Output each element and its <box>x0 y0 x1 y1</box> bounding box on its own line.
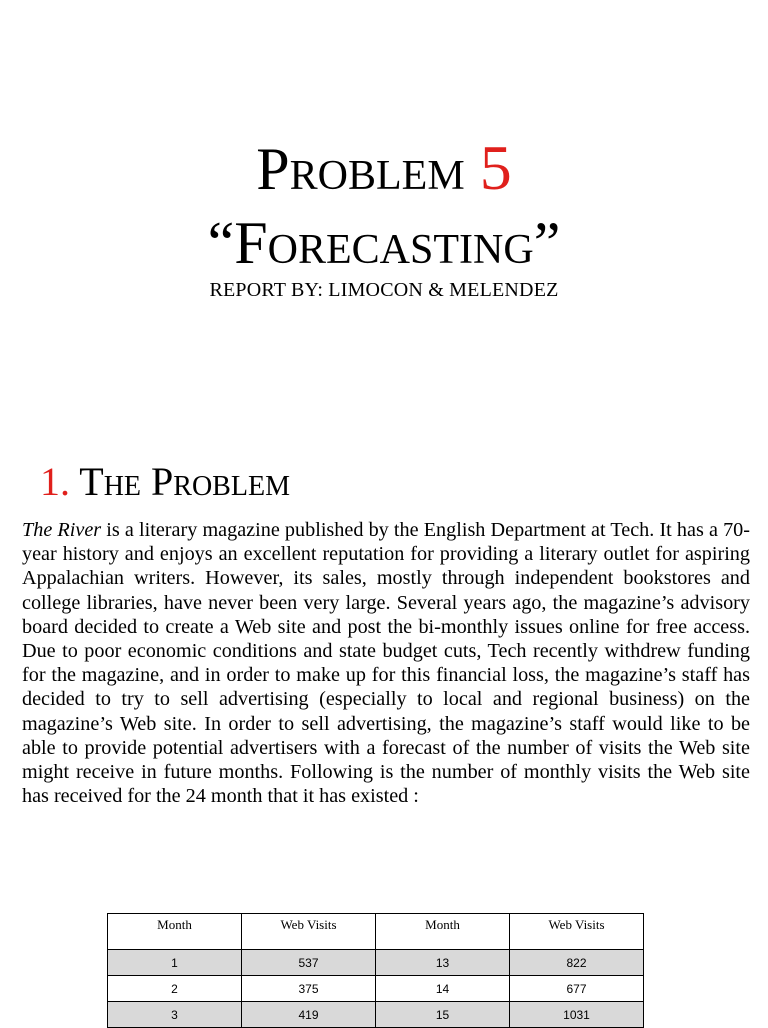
table-cell: 1 <box>108 950 242 976</box>
title-block <box>0 128 768 303</box>
table-cell: 537 <box>242 950 376 976</box>
table-cell: 419 <box>242 1002 376 1028</box>
table-cell: 14 <box>376 976 510 1002</box>
table-header-cell: Web Visits <box>242 914 376 950</box>
table-cell: 2 <box>108 976 242 1002</box>
title-line-2 <box>0 203 768 283</box>
table-cell: 13 <box>376 950 510 976</box>
table-row <box>108 976 644 1002</box>
table-header-cell: Web Visits <box>510 914 644 950</box>
web-visits-table <box>107 913 644 1028</box>
title-text: Problem <box>256 136 465 202</box>
paragraph-text: is a literary magazine published by the English Department at Tech. It has a 70-year history and enjoys an excellent reputation for providing a literary outlet for aspiring Appalachian writers. However, its sales, mostly through independent bookstores and college libraries, have never been very large. Several years ago, the magazine’s advisory board decided to create a Web site and post the bi-monthly issues online for free access. Due to poor economic conditions and state budget cuts, Tech recently withdrew funding for the magazine, and in order to make up for this financial loss, the magazine’s staff has decided to try to sell advertising (especially to local and regional business) on the magazine’s Web site. In order to sell advertising, the magazine’s staff would like to be able to provide potential advertisers with a forecast of the number of visits the Web site might receive in future months. Following is the number of monthly visits the Web site has received for the 24 month that it has existed : <box>22 519 750 808</box>
table-header-cell: Month <box>108 914 242 950</box>
close-quote: ” <box>533 210 561 276</box>
table-cell: 3 <box>108 1002 242 1028</box>
problem-number: 5 <box>479 132 512 203</box>
table-cell: 375 <box>242 976 376 1002</box>
subtitle-text: Forecasting <box>234 210 534 276</box>
problem-paragraph <box>22 518 750 808</box>
table-cell: 15 <box>376 1002 510 1028</box>
table-cell: 1031 <box>510 1002 644 1028</box>
section-heading <box>40 456 290 508</box>
table-header-cell: Month <box>376 914 510 950</box>
table-row <box>108 950 644 976</box>
section-title: The Problem <box>79 459 290 504</box>
table-cell: 677 <box>510 976 644 1002</box>
section-number: 1. <box>40 459 70 504</box>
open-quote: “ <box>207 210 235 276</box>
table-cell: 822 <box>510 950 644 976</box>
title-line-1 <box>0 128 768 209</box>
table-header-row <box>108 914 644 950</box>
magazine-name: The River <box>22 519 102 541</box>
byline: REPORT BY: LIMOCON & MELENDEZ <box>209 279 559 301</box>
